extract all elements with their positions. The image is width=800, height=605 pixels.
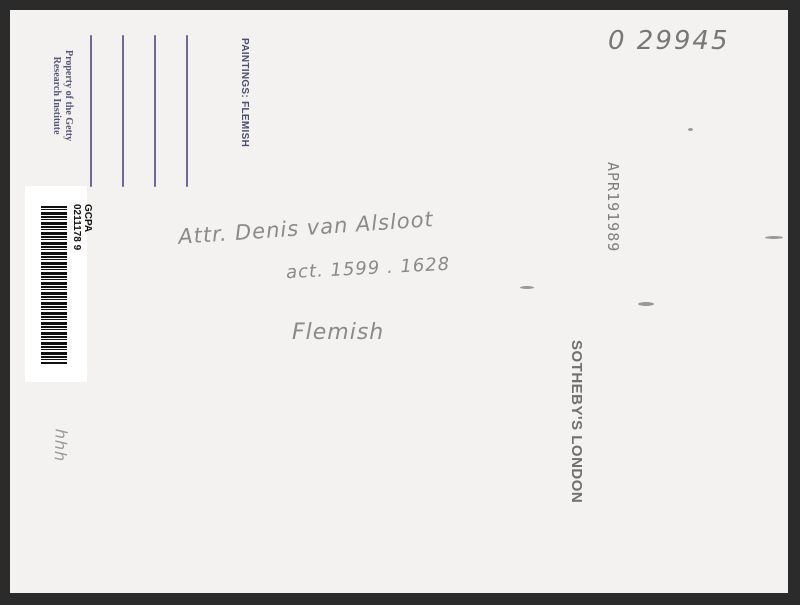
- receipt-date-stamp: APR191989: [604, 162, 622, 253]
- photo-back-card: [10, 10, 788, 593]
- getty-stamp-line-1: Property of the Getty: [63, 50, 74, 142]
- barcode-label: [25, 186, 93, 382]
- active-dates-note: act. 1599 . 1628: [285, 253, 451, 284]
- margin-note: hhh: [50, 428, 71, 463]
- dealer-stamp: SOTHEBY'S LONDON: [568, 340, 585, 504]
- getty-ownership-stamp: [50, 50, 74, 141]
- paintings-category-stamp: PAINTINGS: FLEMISH: [239, 38, 250, 148]
- attribution-note: Attr. Denis van Alsloot: [177, 207, 435, 249]
- inventory-number: 0 29945: [608, 26, 730, 56]
- ruled-line: [154, 35, 156, 187]
- barcode-collection-code: GCPA: [82, 204, 93, 233]
- smudge: [765, 236, 783, 239]
- ruled-line: [122, 35, 124, 187]
- barcode-number: 0211178 9: [71, 204, 82, 251]
- getty-stamp-line-2: Research Institute: [51, 56, 62, 135]
- barcode-icon: [41, 206, 67, 364]
- ruled-line: [186, 35, 188, 187]
- ruled-line: [90, 35, 92, 187]
- smudge: [688, 128, 693, 131]
- smudge: [638, 302, 654, 306]
- barcode-text: [71, 204, 93, 250]
- smudge: [520, 286, 534, 289]
- school-note: Flemish: [292, 320, 385, 345]
